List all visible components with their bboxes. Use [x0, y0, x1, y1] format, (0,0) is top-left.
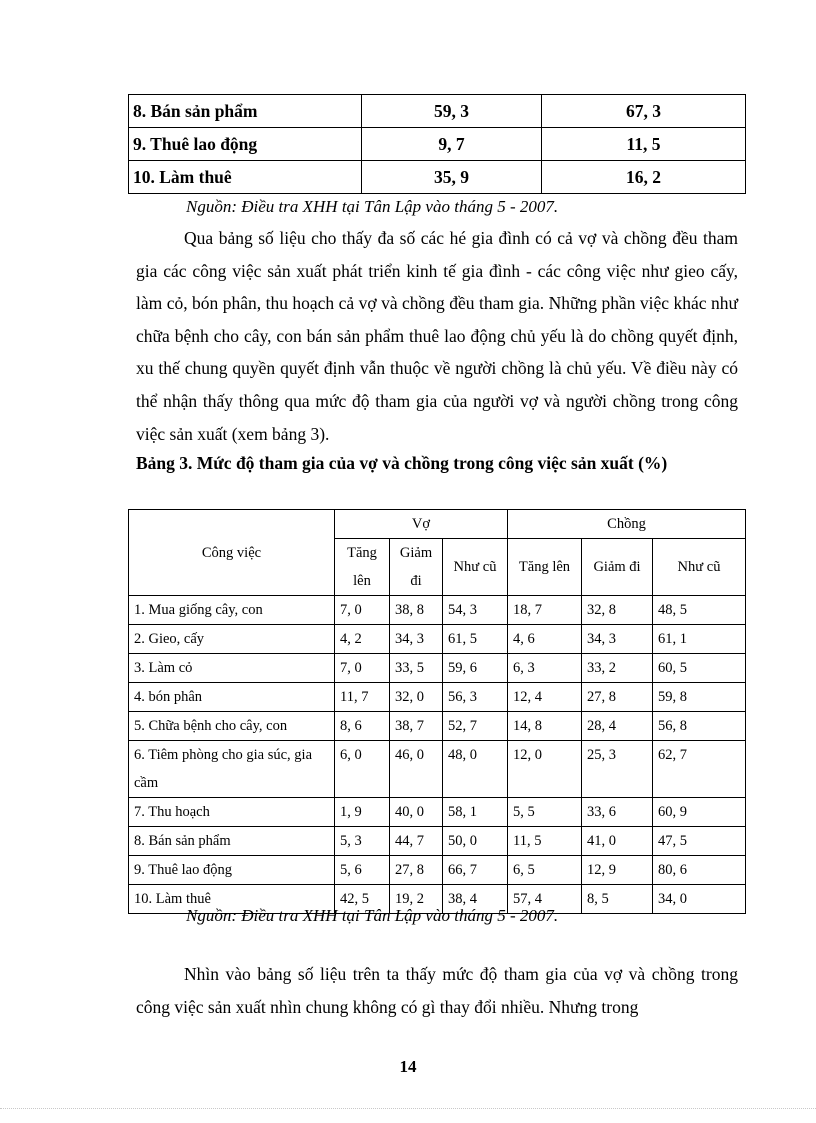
body-paragraph [136, 222, 738, 450]
value-cell: 32, 0 [390, 683, 443, 712]
value-cell: 6, 5 [508, 856, 582, 885]
value-cell: 34, 3 [582, 625, 653, 654]
table-cell: 59, 3 [362, 95, 542, 128]
value-cell: 61, 5 [443, 625, 508, 654]
table-row [129, 827, 746, 856]
subheader-wife-decrease: Giảm đi [390, 539, 443, 596]
subheader-wife-same: Như cũ [443, 539, 508, 596]
value-cell: 46, 0 [390, 741, 443, 798]
value-cell: 5, 5 [508, 798, 582, 827]
value-cell: 61, 1 [653, 625, 746, 654]
value-cell: 4, 6 [508, 625, 582, 654]
row-label-cell: 8. Bán sản phẩm [129, 827, 335, 856]
table-body [129, 596, 746, 914]
row-label-cell: 6. Tiêm phòng cho gia súc, gia cầm [129, 741, 335, 798]
header-wife: Vợ [335, 510, 508, 539]
subheader-husband-same: Như cũ [653, 539, 746, 596]
table-cell: 11, 5 [542, 128, 746, 161]
subheader-wife-increase: Tăng lên [335, 539, 390, 596]
value-cell: 11, 7 [335, 683, 390, 712]
value-cell: 80, 6 [653, 856, 746, 885]
value-cell: 59, 6 [443, 654, 508, 683]
value-cell: 38, 4 [443, 885, 508, 914]
value-cell: 38, 7 [390, 712, 443, 741]
table-cell: 10. Làm thuê [129, 161, 362, 194]
table-row [129, 596, 746, 625]
paragraph-text: Qua bảng số liệu cho thấy đa số các hé gia đình có cả vợ và chồng đều tham gia các công việc sản xuất phát triển kinh tế gia đình - các công việc như gieo cấy, làm cỏ, bón phân, thu hoạch cả vợ và chồng đều tham gia. Những phần việc khác như chữa bệnh cho cây, con bán sản phẩm thuê lao động chủ yếu là do chồng quyết định, xu thế chung quyền quyết định vẫn thuộc về người chồng là chủ yếu. Về điều này có thể nhận thấy thông qua mức độ tham gia của người vợ và người chồng trong công việc sản xuất (xem bảng 3). [136, 228, 738, 444]
header-work: Công việc [129, 510, 335, 596]
value-cell: 28, 4 [582, 712, 653, 741]
value-cell: 12, 9 [582, 856, 653, 885]
value-cell: 42, 5 [335, 885, 390, 914]
value-cell: 59, 8 [653, 683, 746, 712]
page-bottom-border [0, 1108, 816, 1109]
value-cell: 52, 7 [443, 712, 508, 741]
value-cell: 33, 5 [390, 654, 443, 683]
value-cell: 14, 8 [508, 712, 582, 741]
table-source-note: Nguồn: Điều tra XHH tại Tân Lập vào tháng 5 - 2007. [186, 906, 559, 925]
table-continued [128, 94, 746, 194]
row-label-cell: 10. Làm thuê [129, 885, 335, 914]
body-paragraph [136, 958, 738, 1023]
value-cell: 12, 0 [508, 741, 582, 798]
value-cell: 34, 0 [653, 885, 746, 914]
table-cell: 9, 7 [362, 128, 542, 161]
value-cell: 33, 6 [582, 798, 653, 827]
table-row [129, 654, 746, 683]
table-cell: 9. Thuê lao động [129, 128, 362, 161]
row-label-cell: 9. Thuê lao động [129, 856, 335, 885]
row-label-cell: 2. Gieo, cấy [129, 625, 335, 654]
value-cell: 60, 9 [653, 798, 746, 827]
value-cell: 54, 3 [443, 596, 508, 625]
table-header-row [129, 510, 746, 539]
value-cell: 25, 3 [582, 741, 653, 798]
table-row [129, 712, 746, 741]
value-cell: 19, 2 [390, 885, 443, 914]
page-number: 14 [399, 1057, 417, 1076]
table-source-note: Nguồn: Điều tra XHH tại Tân Lập vào tháng 5 - 2007. [186, 197, 559, 216]
value-cell: 7, 0 [335, 654, 390, 683]
table-row [129, 856, 746, 885]
value-cell: 38, 8 [390, 596, 443, 625]
value-cell: 40, 0 [390, 798, 443, 827]
table-cell: 67, 3 [542, 95, 746, 128]
value-cell: 6, 3 [508, 654, 582, 683]
value-cell: 12, 4 [508, 683, 582, 712]
value-cell: 6, 0 [335, 741, 390, 798]
value-cell: 5, 3 [335, 827, 390, 856]
table-row [129, 683, 746, 712]
row-label-cell: 3. Làm cỏ [129, 654, 335, 683]
value-cell: 32, 8 [582, 596, 653, 625]
participation-table [128, 509, 746, 914]
value-cell: 48, 0 [443, 741, 508, 798]
table-row [129, 625, 746, 654]
value-cell: 33, 2 [582, 654, 653, 683]
value-cell: 56, 8 [653, 712, 746, 741]
value-cell: 66, 7 [443, 856, 508, 885]
table-row [129, 95, 746, 128]
value-cell: 57, 4 [508, 885, 582, 914]
value-cell: 27, 8 [582, 683, 653, 712]
value-cell: 62, 7 [653, 741, 746, 798]
value-cell: 27, 8 [390, 856, 443, 885]
value-cell: 56, 3 [443, 683, 508, 712]
row-label-cell: 5. Chữa bệnh cho cây, con [129, 712, 335, 741]
table-row [129, 741, 746, 798]
table-cell: 16, 2 [542, 161, 746, 194]
row-label-cell: 4. bón phân [129, 683, 335, 712]
table-cell: 35, 9 [362, 161, 542, 194]
table-row [129, 798, 746, 827]
paragraph-text: Nhìn vào bảng số liệu trên ta thấy mức độ tham gia của vợ và chồng trong công việc sản xuất nhìn chung không có gì thay đổi nhiều. Nhưng trong [136, 964, 738, 1017]
table-row [129, 161, 746, 194]
table-cell: 8. Bán sản phẩm [129, 95, 362, 128]
value-cell: 58, 1 [443, 798, 508, 827]
table-row [129, 128, 746, 161]
subheader-husband-increase: Tăng lên [508, 539, 582, 596]
row-label-cell: 1. Mua giống cây, con [129, 596, 335, 625]
value-cell: 7, 0 [335, 596, 390, 625]
value-cell: 41, 0 [582, 827, 653, 856]
value-cell: 8, 6 [335, 712, 390, 741]
value-cell: 5, 6 [335, 856, 390, 885]
value-cell: 44, 7 [390, 827, 443, 856]
value-cell: 48, 5 [653, 596, 746, 625]
value-cell: 11, 5 [508, 827, 582, 856]
value-cell: 50, 0 [443, 827, 508, 856]
value-cell: 4, 2 [335, 625, 390, 654]
subheader-husband-decrease: Giảm đi [582, 539, 653, 596]
value-cell: 34, 3 [390, 625, 443, 654]
row-label-cell: 7. Thu hoạch [129, 798, 335, 827]
value-cell: 18, 7 [508, 596, 582, 625]
value-cell: 47, 5 [653, 827, 746, 856]
table-caption: Bảng 3. Mức độ tham gia của vợ và chồng trong công việc sản xuất (%) [136, 453, 668, 473]
header-husband: Chồng [508, 510, 746, 539]
value-cell: 1, 9 [335, 798, 390, 827]
value-cell: 60, 5 [653, 654, 746, 683]
value-cell: 8, 5 [582, 885, 653, 914]
